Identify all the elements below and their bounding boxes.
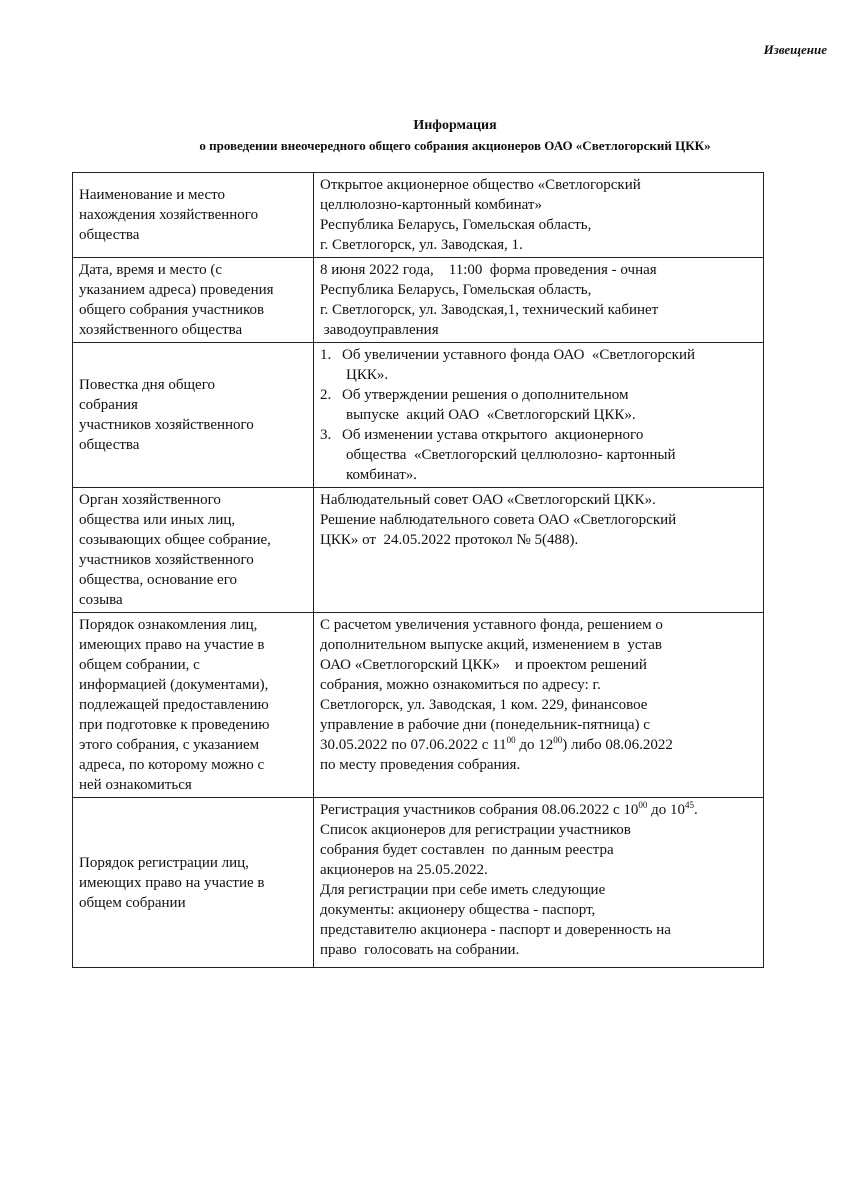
- row-value: Регистрация участников собрания 08.06.2022 с $10^{00}$ до $10^{45}$. Список акционеров для регистрации участников собрания будет составлен по данным реестра акционеров на 25.05.2022. Для регистрации при себе иметь следующие документы: акционеру общества - паспорт, представителю акционера - паспорт и доверенность на право голосовать на собрании.: [314, 798, 764, 968]
- row-label: Порядок ознакомления лиц, имеющих право на участие в общем собрании, с информацией (документами), подлежащей предоставлению при подготовке к проведению этого собрания, с указанием адреса, по которому можно с ней ознакомиться: [73, 613, 314, 798]
- row-label: Наименование и место нахождения хозяйственного общества: [73, 173, 314, 258]
- time-range-line: 30.05.2022 по 07.06.2022 с $11^{00}$ до $12^{00}$) либо 08.06.2022: [320, 735, 673, 753]
- row-label: Повестка дня общего собрания участников хозяйственного общества: [73, 343, 314, 488]
- row-value: Наблюдательный совет ОАО «Светлогорский ЦКК». Решение наблюдательного совета ОАО «Светлогорский ЦКК» от 24.05.2022 протокол № 5(488).: [314, 488, 764, 613]
- document-subtitle: о проведении внеочередного общего собрания акционеров ОАО «Светлогорский ЦКК»: [199, 138, 711, 153]
- table-row: [73, 613, 764, 798]
- table-row: [73, 258, 764, 343]
- agenda-list: [314, 343, 764, 488]
- table-row: [73, 488, 764, 613]
- agenda-item: 2. Об утверждении решения о дополнительном выпуске акций ОАО «Светлогорский ЦКК».: [320, 387, 636, 423]
- row-label: Орган хозяйственного общества или иных лиц, созывающих общее собрание, участников хозяйственного общества, основание его созыва: [73, 488, 314, 613]
- info-table: [72, 172, 764, 968]
- agenda-item: 1. Об увеличении уставного фонда ОАО «Светлогорский ЦКК».: [320, 347, 695, 383]
- table-row: [73, 798, 764, 968]
- row-value: С расчетом увеличения уставного фонда, решением о дополнительном выпуске акций, изменением в устав ОАО «Светлогорский ЦКК» и проектом решений собрания, можно ознакомиться по адресу: г. Светлогорск, ул. Заводская, 1 ком. 229, финансовое управление в рабочие дни (понедельник-пятница) с 30.05.2022 по 07.06.2022 с $11^{00}$ до $12^{00}$) либо 08.06.2022 по месту проведения собрания.: [314, 613, 764, 798]
- row-value: Открытое акционерное общество «Светлогорский целлюлозно-картонный комбинат» Республика Беларусь, Гомельская область, г. Светлогорск, ул. Заводская, 1.: [314, 173, 764, 258]
- registration-time-line: Регистрация участников собрания 08.06.2022 с $10^{00}$ до $10^{45}$.: [320, 800, 698, 818]
- document-title: Информация: [413, 118, 497, 133]
- row-value: 8 июня 2022 года, 11:00 форма проведения - очная Республика Беларусь, Гомельская область, г. Светлогорск, ул. Заводская,1, технический кабинет заводоуправления: [314, 258, 764, 343]
- table-row: [73, 173, 764, 258]
- row-label: Дата, время и место (с указанием адреса) проведения общего собрания участников хозяйственного общества: [73, 258, 314, 343]
- table-row: [73, 343, 764, 488]
- notice-label: Извещение: [763, 42, 827, 57]
- row-label: Порядок регистрации лиц, имеющих право на участие в общем собрании: [73, 798, 314, 968]
- agenda-item: 3. Об изменении устава открытого акционерного общества «Светлогорский целлюлозно- картонный комбинат».: [320, 427, 676, 483]
